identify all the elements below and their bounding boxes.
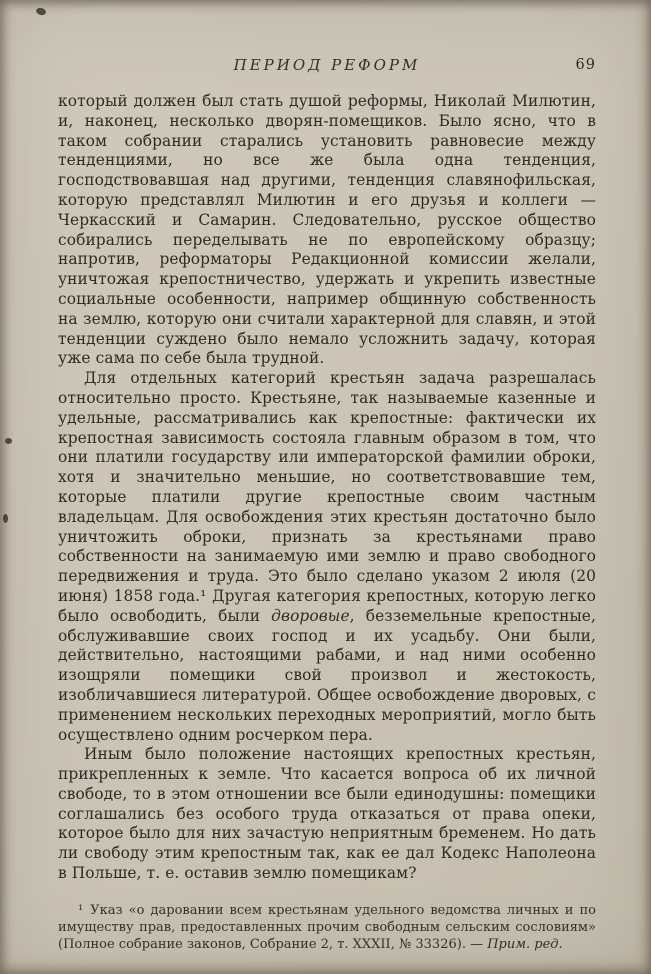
- running-title: ПЕРИОД РЕФОРМ: [233, 56, 421, 74]
- scan-speck: [3, 514, 8, 523]
- scan-speck: [5, 438, 12, 444]
- footnote-text: Указ «о даровании всем крестьянам удельного ведомства личных и по имуществу прав, предоставленных прочим свободным сельским сословиям» (Полное собрание законов, Собрание 2, т. XXXII, № 33326). —: [58, 902, 596, 953]
- paragraph-2-text-b: , безземельные крепостные, обслуживавшие своих господ и их усадьбу. Они были, действительно, настоящими рабами, и над ними особенно изощряли помещики свой произвол и жестокость, изобличавшиеся литературой. Общее освобождение дворовых, с применением нескольких переходных мероприятий, могло быть осуществлено одним росчерком пера.: [58, 606, 596, 744]
- paragraph-2: [58, 369, 596, 745]
- page-header: [58, 56, 596, 76]
- paragraph-2-text-a: Для отдельных категорий крестьян задача разрешалась относительно просто. Крестьяне, так называемые казенные и удельные, рассматривались как крепостные: фактически их крепостная зависимость состояла главным образом в том, что они платили государству или императорской фамилии оброки, хотя и значительно меньшие, но соответствовавшие тем, которые платили другие крепостные своим частным владельцам. Для освобождения этих крестьян достаточно было уничтожить оброки, признать за крестьянами право собственности на занимаемую ими землю и право свободного передвижения и труда. Это было сделано указом 2 июля (20 июня) 1858 года.¹ Другая категория крепостных, которую легко было освободить, были: [58, 369, 596, 625]
- emphasized-term: дворовые: [271, 606, 350, 625]
- footnote-marker: ¹: [78, 902, 85, 918]
- page-number: 69: [575, 57, 596, 73]
- footnote-attribution: Прим. ред.: [487, 937, 563, 953]
- footnote: [58, 902, 596, 954]
- paragraph-1: который должен был стать душой реформы, Николай Милютин, и, наконец, несколько дворян-помещиков. Было ясно, что в таком собрании старались установить равновесие между тенденциями, но все же была одна тенденция, господствовавшая над другими, тенденция славянофильская, которую представлял Милютин и его друзья и коллеги — Черкасский и Самарин. Следовательно, русское общество собирались переделывать не по европейскому образцу; напротив, реформаторы Редакционной комиссии желали, уничтожая крепостничество, удержать и укрепить известные социальные особенности, например общинную собственность на землю, которую они считали характерной для славян, и этой тенденции суждено было немало усложнить задачу, которая уже сама по себе была трудной.: [58, 92, 596, 368]
- page-body: [58, 92, 596, 884]
- scan-speck: [35, 7, 46, 16]
- paragraph-3: Иным было положение настоящих крепостных крестьян, прикрепленных к земле. Что касается вопроса об их личной свободе, то в этом отношении все были единодушны: помещики соглашались без особого труда отказаться от права опеки, которое было для них зачастую неприятным бременем. Но дать ли свободу этим крепостным так, как ее дал Кодекс Наполеона в Польше, т. е. оставив землю помещикам?: [58, 745, 596, 883]
